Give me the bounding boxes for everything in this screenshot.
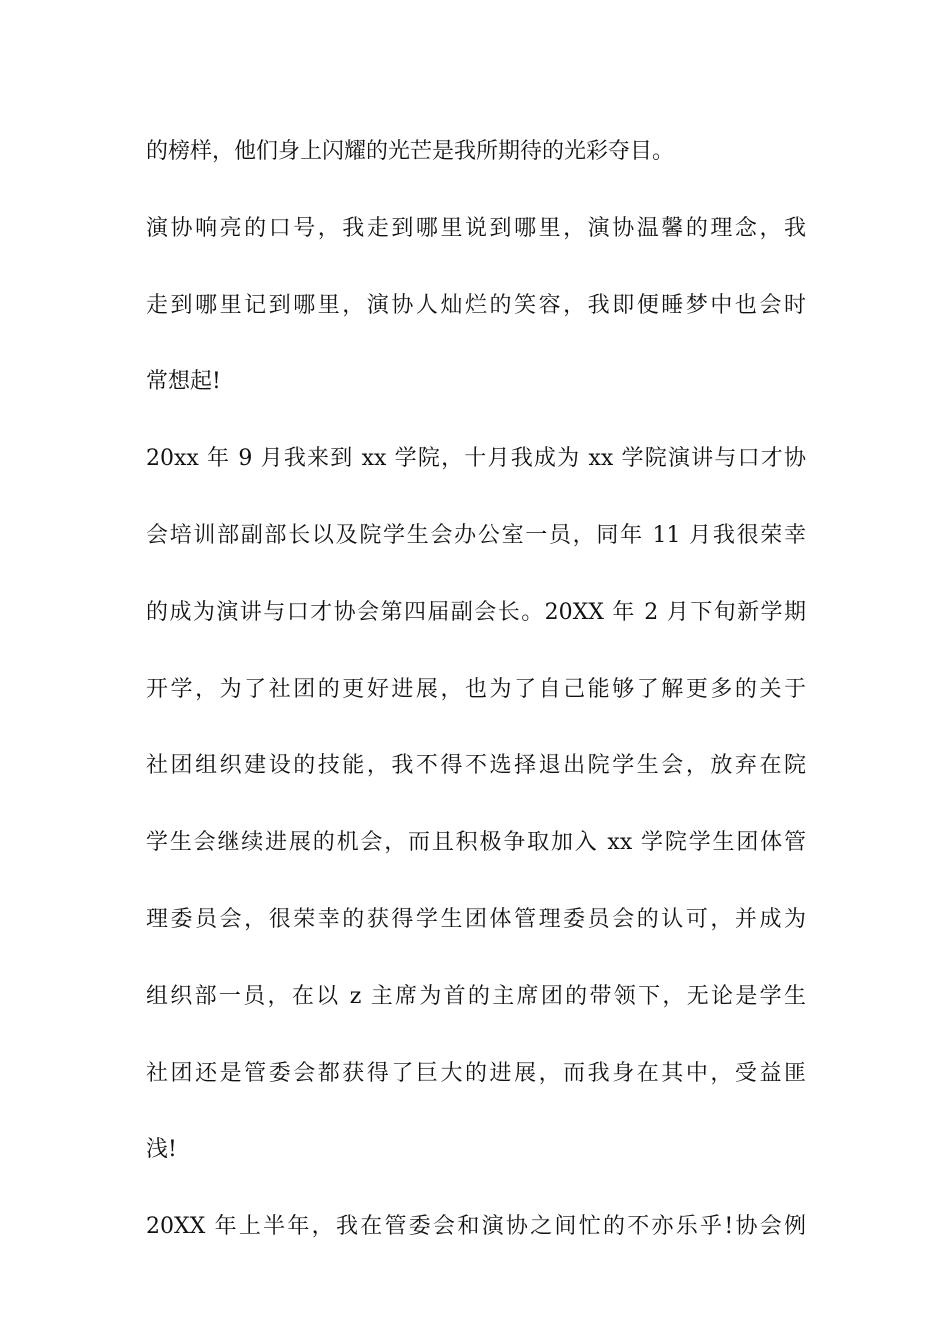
text-line-15: 20XX 年上半年，我在管委会和演协之间忙的不亦乐乎!协会例 [146, 1214, 806, 1240]
document-body [146, 127, 806, 1279]
text-line-3: 走到哪里记到哪里，演协人灿烂的笑容，我即便睡梦中也会时 [146, 292, 806, 318]
text-line-2: 演协响亮的口号，我走到哪里说到哪里，演协温馨的理念，我 [146, 215, 806, 241]
text-line-1: 的榜样，他们身上闪耀的光芒是我所期待的光彩夺目。 [146, 139, 675, 164]
text-line-13: 社团还是管委会都获得了巨大的进展，而我身在其中，受益匪 [146, 1060, 806, 1086]
text-line-4: 常想起! [146, 369, 221, 395]
text-line-6: 会培训部副部长以及院学生会办公室一员，同年 11 月我很荣幸 [146, 522, 806, 548]
text-line-14: 浅! [146, 1137, 177, 1163]
text-line-11: 理委员会，很荣幸的获得学生团体管理委员会的认可，并成为 [146, 906, 806, 932]
text-line-12: 组织部一员，在以 z 主席为首的主席团的带领下，无论是学生 [146, 983, 806, 1009]
text-line-5: 20xx 年 9 月我来到 xx 学院，十月我成为 xx 学院演讲与口才协 [146, 446, 806, 472]
text-line-9: 社团组织建设的技能，我不得不选择退出院学生会，放弃在院 [146, 753, 806, 779]
text-line-7: 的成为演讲与口才协会第四届副会长。20XX 年 2 月下旬新学期 [146, 599, 806, 625]
text-line-8: 开学，为了社团的更好进展，也为了自己能够了解更多的关于 [146, 676, 806, 702]
text-line-10: 学生会继续进展的机会，而且积极争取加入 xx 学院学生团体管 [146, 830, 806, 856]
